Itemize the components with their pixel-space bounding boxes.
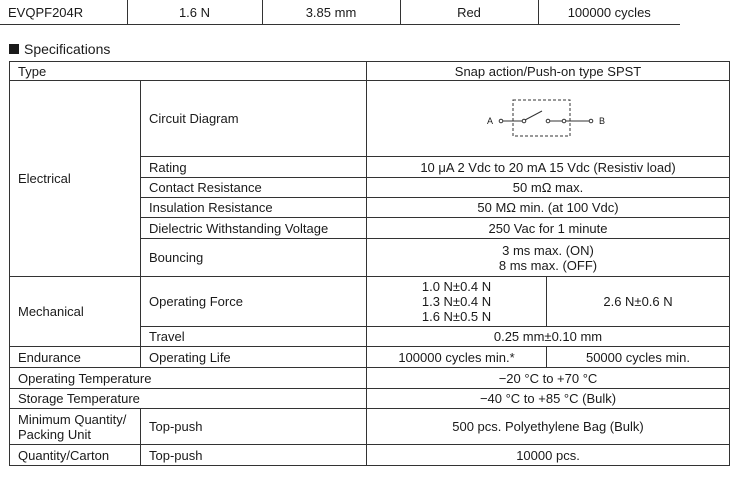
housing-node [562,119,566,123]
circuit-diagram [478,96,618,142]
circuit-diagram-label: Circuit Diagram [141,81,367,157]
carton-label: Quantity/Carton [10,445,141,466]
contact-resistance-label: Contact Resistance [141,178,367,198]
model-cell: EVQPF204R [0,0,127,25]
table-row [10,445,730,466]
terminal-a-node [499,119,503,123]
force-option: 1.6 N±0.5 N [421,309,492,324]
operating-life-label: Operating Life [141,347,367,368]
bouncing-off: 8 ms max. (OFF) [498,257,598,273]
force-option: 1.0 N±0.4 N [421,279,492,294]
terminal-b-label: B [599,115,606,126]
rating-label: Rating [141,157,367,178]
section-title: Specifications [24,41,111,57]
insulation-resistance-value: 50 MΩ min. (at 100 Vdc) [367,198,730,218]
specifications-table [9,61,730,466]
operating-temp-label: Operating Temperature [10,368,367,389]
storage-temp-value: −40 °C to +85 °C (Bulk) [367,389,730,409]
operating-force-values [367,277,547,327]
terminal-a-label: A [487,115,494,126]
carton-sub: Top-push [141,445,367,466]
electrical-label: Electrical [10,81,141,277]
insulation-resistance-label: Insulation Resistance [141,198,367,218]
min-quantity-label [10,409,141,445]
product-row-table [0,0,680,25]
travel-value: 0.25 mm±0.10 mm [367,327,730,347]
min-quantity-label-line1: Minimum Quantity/ [18,411,127,427]
travel-label: Travel [141,327,367,347]
mechanical-label: Mechanical [10,277,141,347]
carton-value: 10000 pcs. [367,445,730,466]
table-row [10,347,730,368]
table-row [0,0,680,25]
table-row [10,81,730,157]
force-option: 1.3 N±0.4 N [421,294,492,309]
operating-temp-value: −20 °C to +70 °C [367,368,730,389]
dielectric-value: 250 Vac for 1 minute [367,218,730,239]
contact-resistance-value: 50 mΩ max. [367,178,730,198]
operating-force-label: Operating Force [141,277,367,327]
table-row [10,62,730,81]
dielectric-label: Dielectric Withstanding Voltage [141,218,367,239]
travel-cell: 3.85 mm [262,0,400,25]
terminal-b-node [589,119,593,123]
switch-blade [525,111,542,120]
life-cell: 100000 cycles [538,0,680,25]
operating-force-alt: 2.6 N±0.6 N [547,277,730,327]
table-row [10,368,730,389]
table-row [10,277,730,327]
force-cell: 1.6 N [127,0,262,25]
circuit-diagram-cell [367,81,730,157]
switch-housing-outline [513,100,570,136]
bouncing-label: Bouncing [141,239,367,277]
type-label: Type [10,62,367,81]
square-bullet-icon [9,44,19,54]
min-quantity-value: 500 pcs. Polyethylene Bag (Bulk) [367,409,730,445]
operating-life-value-a: 100000 cycles min.* [367,347,547,368]
min-quantity-label-line2: Packing Unit [18,426,91,442]
bouncing-value [367,239,730,277]
table-row [10,389,730,409]
rating-value: 10 μA 2 Vdc to 20 mA 15 Vdc (Resistiv load) [367,157,730,178]
contact-right-node [546,119,550,123]
section-heading [9,40,110,58]
type-value: Snap action/Push-on type SPST [367,62,730,81]
bouncing-on: 3 ms max. (ON) [502,242,594,258]
table-row [10,409,730,445]
endurance-label: Endurance [10,347,141,368]
operating-life-value-b: 50000 cycles min. [547,347,730,368]
storage-temp-label: Storage Temperature [10,389,367,409]
color-cell: Red [400,0,538,25]
min-quantity-sub: Top-push [141,409,367,445]
